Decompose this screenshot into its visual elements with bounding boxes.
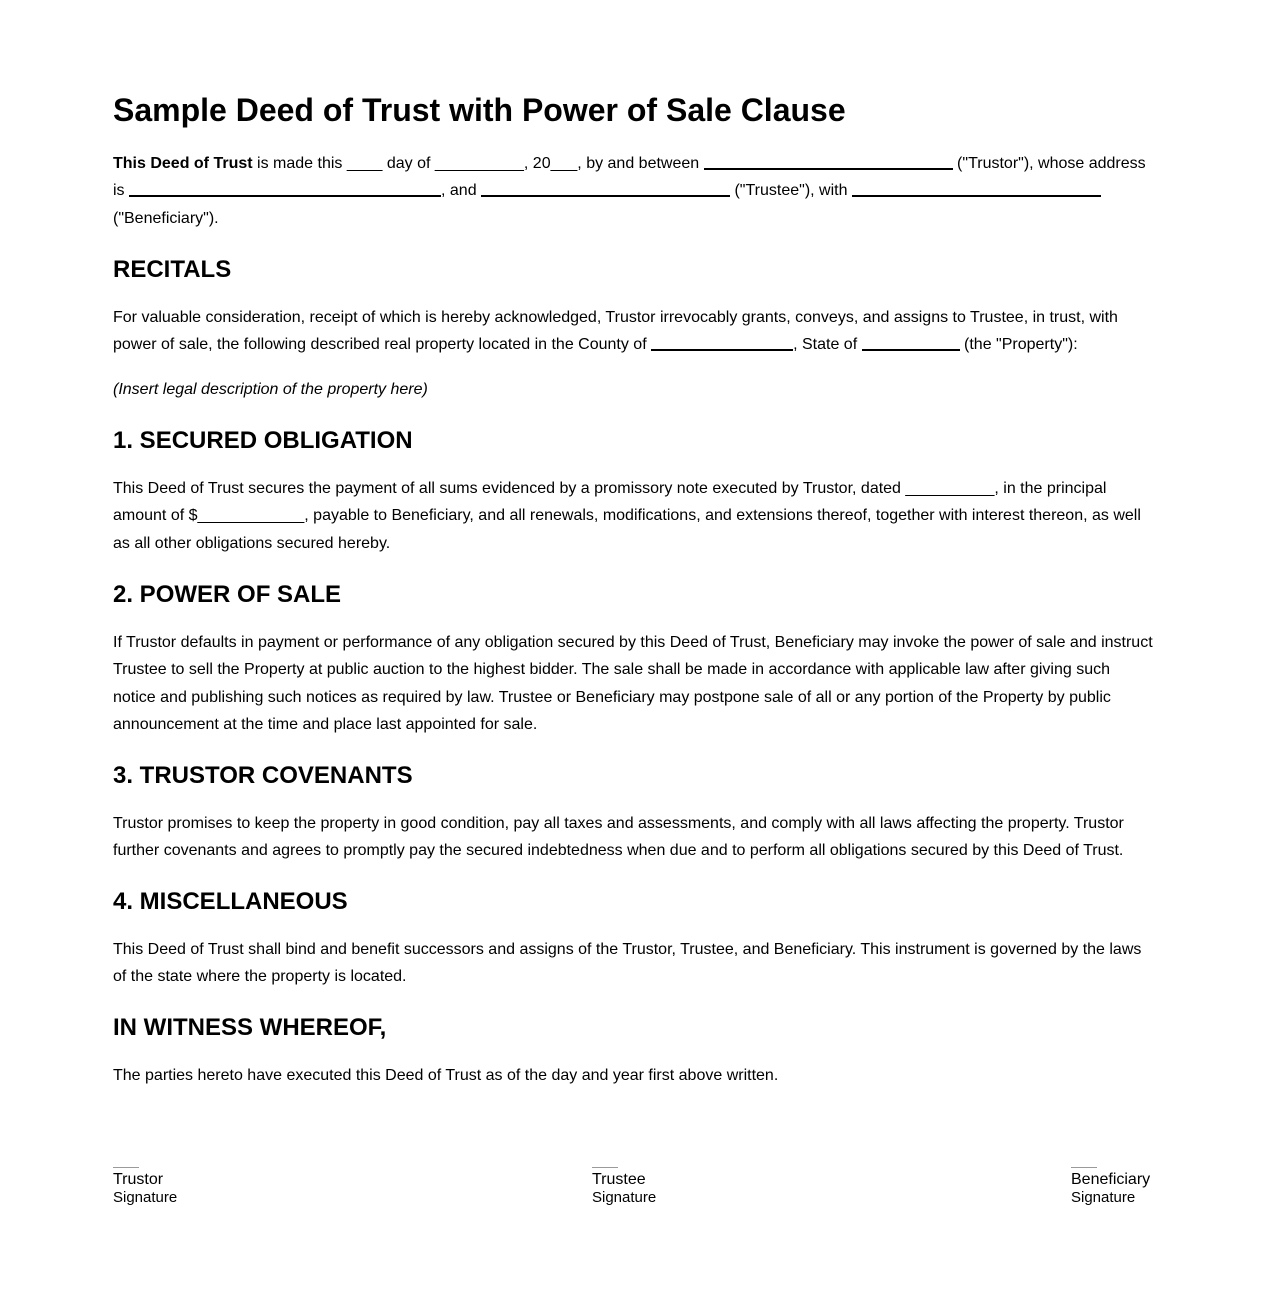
intro-bold-lead: This Deed of Trust	[113, 155, 253, 172]
trustee-name-field[interactable]	[481, 181, 730, 197]
trustor-name-field[interactable]	[704, 154, 953, 170]
secured-text: , in the principal amount of $	[113, 480, 1107, 525]
signature-line[interactable]	[1071, 1167, 1097, 1168]
signature-label: Signature	[592, 1189, 657, 1206]
recitals-paragraph	[113, 304, 1153, 359]
trustor-covenants-paragraph: Trustor promises to keep the property in good condition, pay all taxes and assessments, and comply with all laws affecting the property. Trustor further covenants and agrees to promptly pay the secured indebtedness when due and to perform all obligations secured by this Deed of Trust.	[113, 815, 1124, 860]
signature-block-beneficiary	[1071, 1167, 1150, 1207]
intro-text: ("Beneficiary").	[113, 209, 219, 227]
secured-obligation-paragraph	[113, 475, 1153, 557]
signature-role: Trustor	[113, 1171, 164, 1188]
trustor-address-field[interactable]	[129, 181, 441, 197]
state-field[interactable]	[862, 335, 960, 351]
day-blank[interactable]: ____	[346, 155, 383, 172]
county-field[interactable]	[651, 335, 793, 351]
month-blank[interactable]: __________	[434, 155, 524, 172]
signature-block-trustor	[113, 1167, 177, 1207]
intro-text: , 20	[523, 155, 551, 172]
section-heading-power-of-sale: 2. POWER OF SALE	[113, 581, 342, 608]
intro-text: ("Trustee"), with	[730, 182, 852, 200]
recitals-text: , State of	[793, 336, 862, 354]
recitals-text: (the "Property"):	[959, 336, 1078, 354]
intro-text: , by and between	[577, 155, 704, 172]
signature-label: Signature	[113, 1189, 178, 1206]
section-heading-in-witness: IN WITNESS WHEREOF,	[113, 1014, 387, 1041]
power-of-sale-paragraph: If Trustor defaults in payment or performance of any obligation secured by this Deed of Trust, Beneficiary may invoke the power of sale and instruct Trustee to sell the Property at public auction to the highest bidder. The sale shall be made in accordance with applicable law after giving such notice and publishing such notices as required by law. Trustee or Beneficiary may postpone sale of all or any portion of the Property by public announcement at the time and place last appointed for sale.	[113, 634, 1153, 733]
principal-amount-blank[interactable]: ____________	[197, 507, 305, 525]
section-heading-recitals: RECITALS	[113, 256, 232, 283]
signature-role: Beneficiary	[1071, 1171, 1151, 1188]
legal-description-note: (Insert legal description of the property here)	[113, 381, 428, 398]
intro-paragraph	[113, 150, 1153, 232]
signature-line[interactable]	[113, 1167, 139, 1168]
signature-label: Signature	[1071, 1189, 1136, 1206]
signature-block-trustee	[592, 1167, 656, 1207]
signature-line[interactable]	[592, 1167, 618, 1168]
intro-text: ("Trustor"), whose address is	[113, 155, 1146, 200]
secured-text: , payable to Beneficiary, and all renewals, modifications, and extensions thereof, together with interest thereon, as well as all other obligations secured hereby.	[113, 507, 1141, 552]
intro-text: day of	[382, 155, 435, 172]
secured-text: This Deed of Trust secures the payment of all sums evidenced by a promissory note executed by Trustor, dated	[113, 480, 906, 497]
year-blank[interactable]: ___	[550, 155, 578, 172]
recitals-text: For valuable consideration, receipt of which is hereby acknowledged, Trustor irrevocably grants, conveys, and assigns to Trustee, in trust, with power of sale, the following described real property located in the County of	[113, 309, 1118, 354]
document-title: Sample Deed of Trust with Power of Sale Clause	[113, 92, 846, 128]
section-heading-trustor-covenants: 3. TRUSTOR COVENANTS	[113, 762, 413, 789]
intro-text: is made this	[252, 155, 347, 172]
note-date-blank[interactable]: __________	[905, 480, 995, 497]
beneficiary-name-field[interactable]	[852, 181, 1101, 197]
signature-role: Trustee	[592, 1171, 646, 1188]
section-heading-miscellaneous: 4. MISCELLANEOUS	[113, 888, 348, 915]
miscellaneous-paragraph: This Deed of Trust shall bind and benefit successors and assigns of the Trustor, Trustee, and Beneficiary. This instrument is governed by the laws of the state where the property is located.	[113, 941, 1142, 986]
in-witness-paragraph: The parties hereto have executed this Deed of Trust as of the day and year first above written.	[113, 1067, 779, 1084]
intro-text: , and	[441, 182, 482, 200]
section-heading-secured-obligation: 1. SECURED OBLIGATION	[113, 427, 413, 454]
